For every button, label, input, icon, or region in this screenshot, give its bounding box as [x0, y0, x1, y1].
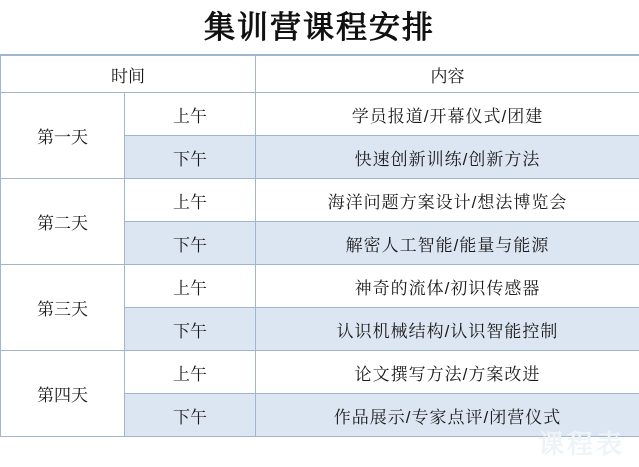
content-cell: 海洋问题方案设计/想法博览会: [256, 179, 639, 222]
half-day-cell: 上午: [125, 351, 256, 394]
table-row: [1, 265, 639, 308]
half-day-cell: 上午: [125, 265, 256, 308]
content-cell: 认识机械结构/认识智能控制: [256, 308, 639, 351]
table-row: [1, 351, 639, 394]
content-cell: 快速创新训练/创新方法: [256, 136, 639, 179]
half-day-cell: 下午: [125, 394, 256, 437]
table-row: [1, 179, 639, 222]
page-title: 集训营课程安排: [204, 9, 435, 45]
document-title-band: [0, 0, 639, 55]
half-day-cell: 下午: [125, 308, 256, 351]
content-cell: 作品展示/专家点评/闭营仪式: [256, 394, 639, 437]
day-cell: 第四天: [1, 351, 125, 437]
column-header-content: 内容: [256, 56, 639, 93]
half-day-cell: 下午: [125, 136, 256, 179]
schedule-table: [0, 55, 639, 437]
day-cell: 第一天: [1, 93, 125, 179]
half-day-cell: 上午: [125, 179, 256, 222]
day-cell: 第二天: [1, 179, 125, 265]
content-cell: 神奇的流体/初识传感器: [256, 265, 639, 308]
table-header-row: [1, 56, 639, 93]
content-cell: 论文撰写方法/方案改进: [256, 351, 639, 394]
half-day-cell: 下午: [125, 222, 256, 265]
day-cell: 第三天: [1, 265, 125, 351]
table-row: [1, 93, 639, 136]
watermark: 课程表: [537, 429, 625, 459]
content-cell: 学员报道/开幕仪式/团建: [256, 93, 639, 136]
content-cell: 解密人工智能/能量与能源: [256, 222, 639, 265]
half-day-cell: 上午: [125, 93, 256, 136]
column-header-time: 时间: [1, 56, 256, 93]
